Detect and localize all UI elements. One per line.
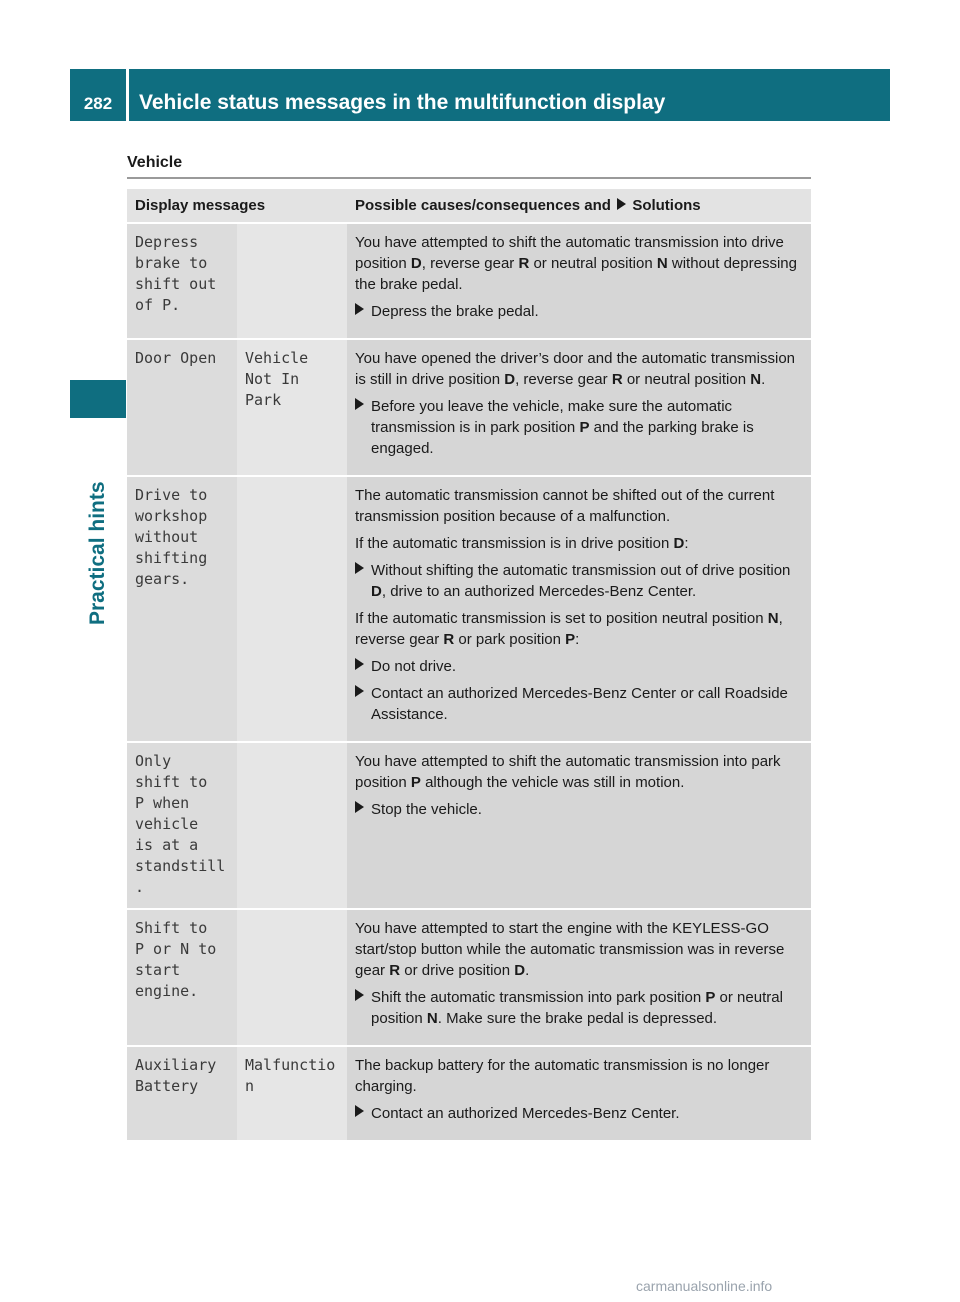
cause-text: You have opened the driver’s door and the automatic transmission is still in drive position D, reverse gear R or neutral position N. — [355, 350, 796, 388]
display-message-secondary — [237, 222, 347, 338]
solution-step — [355, 683, 803, 725]
causes-solutions-cell — [347, 475, 811, 741]
header-display-messages: Display messages — [127, 189, 347, 222]
arrow-right-icon — [355, 1103, 371, 1124]
solution-step-text: Do not drive. — [371, 658, 457, 675]
solution-step — [355, 396, 803, 459]
header-causes: Possible causes/consequences and — [355, 197, 611, 214]
section-title: Vehicle — [127, 154, 183, 171]
causes-solutions-cell — [347, 741, 811, 908]
causes-solutions-cell — [347, 222, 811, 338]
solution-step — [355, 301, 803, 322]
causes-solutions-cell — [347, 338, 811, 475]
causes-solutions-cell — [347, 908, 811, 1045]
arrow-right-icon — [617, 198, 626, 210]
display-message: Door Open — [127, 338, 237, 475]
display-message-secondary — [237, 908, 347, 1045]
solution-step — [355, 1103, 803, 1124]
section-tab-marker — [70, 380, 126, 418]
cause-text: You have attempted to shift the automatic transmission into park position P although the vehicle was still in motion. — [355, 753, 781, 791]
solution-step — [355, 560, 803, 602]
header-solutions: Solutions — [632, 197, 701, 214]
solution-step — [355, 799, 803, 820]
table-row — [127, 222, 811, 338]
display-message: Depress brake to shift out of P. — [127, 222, 237, 338]
cause-text: The automatic transmission cannot be shifted out of the current transmission position because of a malfunction. — [355, 487, 775, 525]
solution-step-text: Contact an authorized Mercedes-Benz Center. — [371, 1105, 680, 1122]
solution-step-text: Depress the brake pedal. — [371, 303, 539, 320]
table-row — [127, 908, 811, 1045]
table-header-row — [127, 189, 811, 222]
cause-text: You have attempted to shift the automatic transmission into drive position D, reverse gear R or neutral position N without depressing the brake pedal. — [355, 234, 797, 293]
cause-text: The backup battery for the automatic transmission is no longer charging. — [355, 1057, 770, 1095]
header-causes-solutions — [347, 189, 811, 222]
table-row — [127, 475, 811, 741]
page-number: 282 — [83, 94, 113, 113]
arrow-right-icon — [355, 656, 371, 677]
arrow-right-icon — [355, 396, 371, 459]
cause-text: You have attempted to start the engine with the KEYLESS-GO start/stop button while the automatic transmission was in reverse gear R or drive position D. — [355, 920, 785, 979]
solution-step — [355, 987, 803, 1029]
arrow-right-icon — [355, 799, 371, 820]
solution-step — [355, 656, 803, 677]
table-row — [127, 741, 811, 908]
cause-text: If the automatic transmission is set to position neutral position N, reverse gear R or park position P: — [355, 610, 783, 648]
display-message-secondary — [237, 741, 347, 908]
messages-table — [127, 189, 811, 1140]
causes-solutions-cell — [347, 1045, 811, 1140]
side-section-label-text: Practical hints — [86, 481, 109, 625]
page-header — [70, 69, 890, 121]
arrow-right-icon — [355, 560, 371, 602]
solution-step-text: Before you leave the vehicle, make sure the automatic transmission is in park position P and the parking brake is engaged. — [371, 398, 754, 457]
display-message: Drive to workshop without shifting gears. — [127, 475, 237, 741]
display-message-secondary — [237, 475, 347, 741]
arrow-right-icon — [355, 987, 371, 1029]
solution-step-text: Shift the automatic transmission into park position P or neutral position N. Make sure the brake pedal is depressed. — [371, 989, 783, 1027]
display-message: Shift to P or N to start engine. — [127, 908, 237, 1045]
table-body — [127, 222, 811, 1140]
display-message: Auxiliary Battery — [127, 1045, 237, 1140]
solution-step-text: Contact an authorized Mercedes-Benz Center or call Roadside Assistance. — [371, 685, 788, 723]
arrow-right-icon — [355, 683, 371, 725]
watermark: carmanualsonline.info — [636, 1278, 773, 1294]
arrow-right-icon — [355, 301, 371, 322]
cause-text: If the automatic transmission is in drive position D: — [355, 535, 689, 552]
section-divider — [127, 177, 811, 179]
solution-step-text: Stop the vehicle. — [371, 801, 482, 818]
display-message-secondary: Malfunctio n — [237, 1045, 347, 1140]
display-message: Only shift to P when vehicle is at a standstill . — [127, 741, 237, 908]
table-row — [127, 1045, 811, 1140]
display-message-secondary: Vehicle Not In Park — [237, 338, 347, 475]
page-title: Vehicle status messages in the multifunction display — [139, 91, 666, 114]
solution-step-text: Without shifting the automatic transmission out of drive position D, drive to an authorized Mercedes-Benz Center. — [371, 562, 791, 600]
side-section-label — [70, 425, 126, 625]
table-row — [127, 338, 811, 475]
